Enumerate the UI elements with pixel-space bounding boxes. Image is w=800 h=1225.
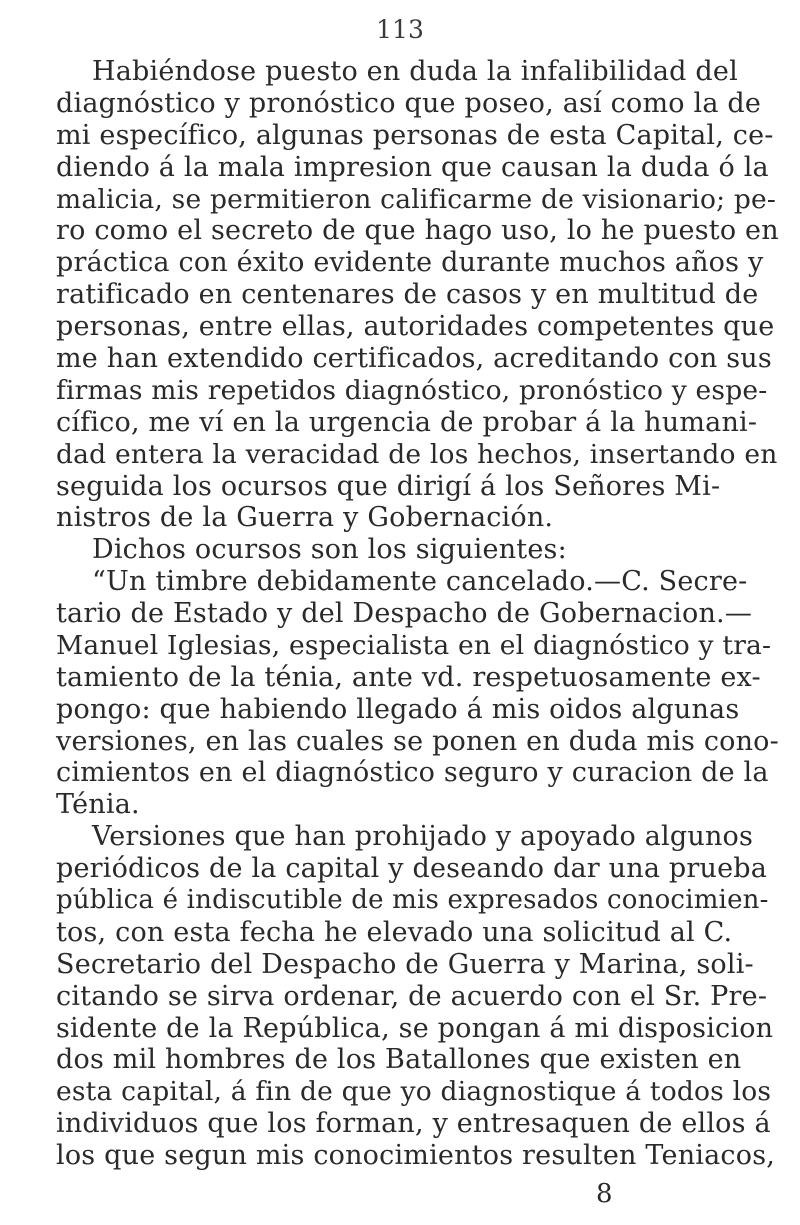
text-line: ratificado en centenares de casos y en multitud de	[56, 279, 759, 311]
text-line: Dichos ocursos son los siguientes:	[92, 534, 567, 566]
text-line: pública é indiscutible de mis expresados conocimien-	[56, 885, 769, 916]
text-line: dos mil hombres de los Batallones que existen en	[56, 1044, 742, 1076]
text-line: ro como el secreto de que hago uso, lo he puesto en	[56, 215, 779, 247]
text-line: tamiento de la ténia, ante vd. respetuosamente ex-	[56, 661, 761, 693]
text-line: personas, entre ellas, autoridades competentes que	[56, 311, 775, 343]
text-line: firmas mis repetidos diagnóstico, pronóstico y espe-	[56, 374, 768, 406]
text-line: Manuel Iglesias, especialista en el diagnóstico y tra-	[56, 629, 772, 661]
text-line: diendo á la mala impresion que causan la duda ó la	[56, 151, 769, 183]
text-line: versiones, en las cuales se ponen en duda mis cono-	[56, 725, 779, 757]
text-line: Secretario del Despacho de Guerra y Marina, soli-	[56, 948, 754, 980]
text-line: cimientos en el diagnóstico seguro y curacion de la	[56, 757, 769, 789]
text-line: nistros de la Guerra y Gobernación.	[56, 502, 554, 534]
text-line: práctica con éxito evidente durante muchos años y	[56, 247, 764, 279]
text-line: pongo: que habiendo llegado á mis oidos algunas	[56, 693, 740, 725]
text-line: individuos que los forman, y entresaquen de ellos á	[56, 1108, 771, 1140]
text-line: me han extendido certificados, acreditando con sus	[56, 342, 772, 374]
text-line: cífico, me ví en la urgencia de probar á la humani-	[56, 406, 758, 438]
text-line: mi específico, algunas personas de esta Capital, ce-	[56, 119, 774, 151]
signature-mark: 8	[596, 1179, 613, 1209]
text-line: los que segun mis conocimientos resulten Teniacos,	[56, 1140, 776, 1172]
text-line: dad entera la veracidad de los hechos, insertando en	[56, 438, 778, 470]
text-line: tario de Estado y del Despacho de Gobernacion.—	[56, 598, 753, 630]
text-line: periódicos de la capital y deseando dar una prueba	[56, 853, 768, 885]
text-line: diagnóstico y pronóstico que poseo, así como la de	[56, 87, 762, 119]
page-number: 113	[376, 15, 424, 44]
text-line: Ténia.	[56, 789, 140, 821]
text-line: seguida los ocursos que dirigí á los Señores Mi-	[56, 470, 721, 502]
text-line: sidente de la República, se pongan á mi disposicion	[56, 1012, 774, 1044]
text-line: tos, con esta fecha he elevado una solicitud al C.	[56, 916, 733, 948]
text-line: citando se sirva ordenar, de acuerdo con el Sr. Pre-	[56, 980, 768, 1012]
text-line: Habiéndose puesto en duda la infalibilidad del	[92, 56, 738, 87]
text-line: esta capital, á fin de que yo diagnostique á todos los	[56, 1076, 772, 1108]
text-line: Versiones que han prohijado y apoyado algunos	[92, 821, 754, 853]
text-line: “Un timbre debidamente cancelado.—C. Secre-	[92, 566, 748, 598]
text-line: malicia, se permitieron calificarme de visionario; pe-	[56, 183, 777, 215]
